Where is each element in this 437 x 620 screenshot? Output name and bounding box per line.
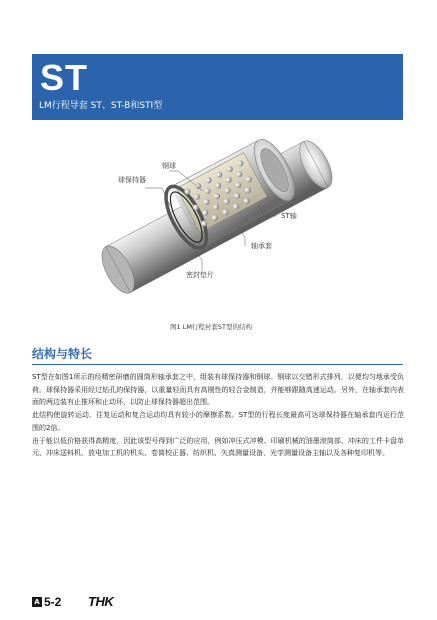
section-body (32, 371, 404, 460)
page-subtitle: LM行程导套 ST、ST-B和STI型 (39, 101, 163, 111)
section-mark-icon: A (32, 597, 42, 607)
figure-caption: 图1 LM行程衬套ST型的结构 (170, 323, 253, 331)
label-seal: 密封垫片 (186, 271, 214, 279)
brand-logo: THK (88, 594, 114, 609)
section-divider (32, 364, 403, 365)
section-heading: 结构与特长 (32, 347, 93, 361)
page-title: ST (40, 57, 89, 98)
body-paragraph: ST型在如图1所示的经精密研磨的圆筒形轴承套之中，组装有球保持器和钢球。钢球以交错形式排列，以便均匀地承受负荷。球保持器采用经过钻孔的保持器，以重量轻而具有高刚性的轻合金制造，并能够跟随高速运动。另外，在轴承套内表面的两边装有止推环和止动环，以防止球保持器超出范围。 (32, 373, 404, 407)
page-number: 5-2 (44, 595, 62, 609)
body-paragraph: 此结构使旋转运动、往复运动和复合运动均具有较小的摩擦系数。ST型的行程长度最高可达球保持器在轴承套内运行范围的2倍。 (32, 411, 404, 432)
label-st-shaft: ST轴 (281, 212, 297, 220)
label-outer-sleeve: 轴承套 (251, 242, 272, 250)
body-paragraph: 由于能以低价格获得高精度，因此该型号得到广泛的应用，例如冲压式冲模、印刷机械的油墨滚筒部、冲床的工件卡盘单元、冲床送料机、放电加工机的机头、卷筒校正器、纺织机、矢真测量设备、光学测量设备主轴以及各种复印机等。 (32, 436, 404, 458)
label-steel-ball: 钢球 (162, 162, 176, 170)
label-ball-cage: 球保持器 (118, 176, 146, 184)
